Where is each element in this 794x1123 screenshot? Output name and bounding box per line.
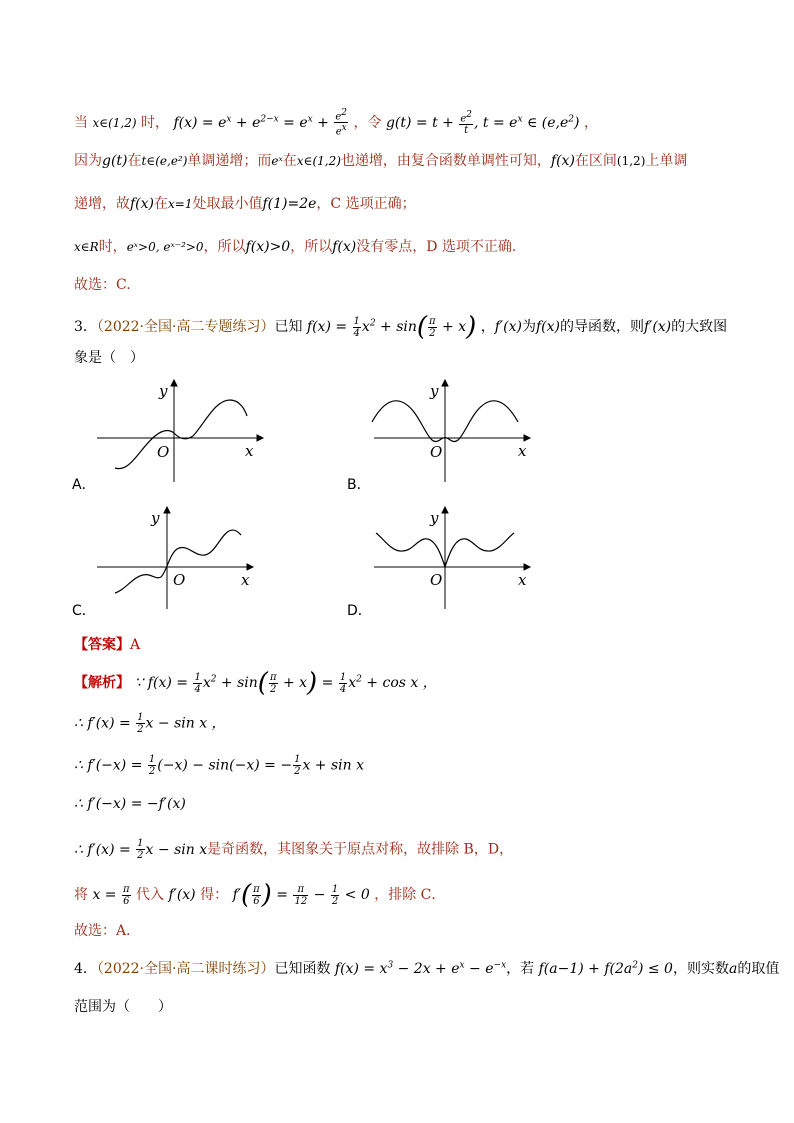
math: g(t) bbox=[102, 153, 128, 169]
text: ，所以 bbox=[203, 239, 246, 255]
text: 在 bbox=[127, 153, 142, 169]
solution-line-2 bbox=[74, 150, 687, 170]
text: 的取值 bbox=[737, 961, 780, 977]
x-label: x bbox=[241, 571, 250, 589]
math: x∈(1,2) bbox=[296, 154, 341, 168]
math: f(x) bbox=[550, 153, 575, 169]
answer-tag: 【答案】 bbox=[74, 637, 130, 653]
text: ，则实数 bbox=[672, 961, 729, 977]
text: 在 bbox=[282, 153, 297, 169]
question-number: 4． bbox=[74, 961, 97, 977]
math: x = $\frac{\pi}{6}$ bbox=[92, 883, 130, 907]
solution-line-3 bbox=[74, 193, 416, 213]
condition: x∈(1,2) bbox=[92, 115, 137, 130]
text: 已知函数 bbox=[274, 961, 331, 977]
question-source: （2022·全国·高二课时练习） bbox=[96, 961, 275, 977]
graph-b bbox=[372, 378, 542, 488]
math: (1,2) bbox=[616, 154, 646, 168]
gt-expression: g(t) = t + $\frac{e2}{t}$ , $t = e^x$ ∈ $(e,e^2)$ bbox=[385, 109, 584, 136]
origin-label: O bbox=[430, 443, 443, 461]
math: f′(x) bbox=[494, 319, 522, 335]
y-label: y bbox=[430, 382, 439, 400]
math: $f(a-1) + f(2a^2) \le 0$ bbox=[538, 960, 673, 977]
text: ，排除 C． bbox=[374, 887, 446, 903]
text: 在 bbox=[154, 196, 169, 212]
math: f′(x) bbox=[168, 887, 196, 903]
analysis-line-6 bbox=[74, 880, 445, 910]
origin-label: O bbox=[173, 571, 186, 589]
x-label: x bbox=[518, 442, 527, 460]
graph-a bbox=[95, 378, 265, 488]
question-4-line-1 bbox=[74, 958, 779, 978]
text: 为 bbox=[521, 319, 536, 335]
math: f(x) bbox=[535, 319, 560, 335]
math: eˣ bbox=[271, 154, 283, 168]
text: 上单调 bbox=[645, 153, 688, 169]
question-3-line-1 bbox=[74, 312, 727, 342]
option-b-label: B． bbox=[347, 477, 371, 493]
text: 的导函数，则 bbox=[559, 319, 644, 335]
text: 递增，故 bbox=[74, 196, 130, 212]
analysis-tag: 【解析】 bbox=[74, 675, 130, 691]
y-label: y bbox=[159, 382, 168, 400]
select-line-1: 故选：C. bbox=[74, 277, 131, 293]
text: 单调递增；而 bbox=[187, 153, 272, 169]
text: 时， bbox=[141, 114, 170, 131]
math: f′( $\frac{\pi}{6}$ ) = $\frac{\pi}{12}$ − $\frac{1}{2}$ < 0 bbox=[232, 880, 370, 910]
y-label: y bbox=[430, 509, 439, 527]
math: x=1 bbox=[168, 197, 193, 211]
origin-label: O bbox=[157, 443, 170, 461]
text: 没有零点，D 选项不正确. bbox=[356, 239, 517, 255]
math: f′(x) bbox=[643, 319, 672, 335]
analysis-line-4: ∴ f′(−x) = −f′(x) bbox=[74, 796, 186, 812]
text: ， bbox=[480, 319, 495, 335]
x-label: x bbox=[518, 571, 527, 589]
math: ∴ f′(x) = $\frac{1}{2}$ x − sin x bbox=[74, 838, 208, 861]
origin-label: O bbox=[430, 571, 443, 589]
text: 也递增，由复合函数单调性可知， bbox=[340, 153, 551, 169]
graph-c bbox=[95, 505, 265, 615]
math: x∈R bbox=[74, 240, 99, 254]
answer-value: A bbox=[130, 637, 141, 653]
option-a-label: A． bbox=[72, 477, 96, 493]
text: 是奇函数，其图象关于原点对称，故排除 B，D， bbox=[207, 841, 514, 858]
text: ，所以 bbox=[290, 239, 333, 255]
analysis-line-2: ∴ f′(x) = $\frac{1}{2}$ x − sin x ， bbox=[74, 712, 226, 735]
question-number: 3． bbox=[74, 319, 97, 335]
math: $f(x) = x^3 - 2x + e^x - e^{-x}$ bbox=[334, 960, 507, 977]
select-line-2: 故选：A． bbox=[74, 923, 141, 939]
text: 处取最小值 bbox=[192, 196, 263, 212]
text: ，C 选项正确； bbox=[316, 196, 416, 212]
solution-line-4 bbox=[74, 236, 516, 256]
math: f(x) bbox=[332, 239, 357, 255]
text: 将 bbox=[74, 887, 88, 903]
analysis-line-5 bbox=[74, 838, 513, 861]
math: t∈(e,e²) bbox=[141, 154, 188, 168]
text: 因为 bbox=[74, 153, 102, 169]
answer-line bbox=[74, 634, 140, 654]
text: 在区间 bbox=[574, 153, 617, 169]
question-source: （2022·全国·高二专题练习） bbox=[96, 319, 275, 335]
math: f(x) bbox=[130, 196, 155, 212]
text: ，令 bbox=[353, 114, 382, 131]
analysis-line-1 bbox=[74, 668, 437, 698]
option-d-label: D． bbox=[347, 603, 372, 619]
math: ∵ f(x) = $\frac{1}{4}$ $x^2 + \sin$( $\frac{\pi}{2}$ + x) = $\frac{1}{4}$ $x^2 + \cos x$ ， bbox=[134, 668, 437, 698]
text: ， bbox=[583, 114, 598, 131]
y-label: y bbox=[151, 509, 160, 527]
math: a bbox=[728, 961, 738, 977]
f-definition: f(x) = $\frac{1}{4}$ $x^2 + \sin$( $\frac{\pi}{2}$ + x) bbox=[306, 312, 477, 342]
text: 的大致图 bbox=[671, 319, 728, 335]
option-c-label: C． bbox=[72, 603, 96, 619]
math: eˣ>0, eˣ⁻²>0 bbox=[126, 240, 204, 254]
text: 得： bbox=[200, 887, 229, 903]
fx-expression: $f(x) = e^x + e^{2-x} = e^x$ + $\frac{e2}{ex}$ bbox=[173, 108, 348, 138]
question-4-line-2: 范围为（ ） bbox=[74, 999, 172, 1015]
question-3-line-2: 象是（ ） bbox=[74, 350, 144, 366]
text: 时， bbox=[98, 239, 127, 255]
graph-d bbox=[372, 505, 542, 615]
math: f(x)>0 bbox=[245, 239, 291, 255]
text: 已知 bbox=[274, 319, 303, 335]
math: f(1)=2e bbox=[262, 196, 317, 212]
analysis-line-3: ∴ f′(−x) = $\frac{1}{2}$ (−x) − sin(−x) = − $\frac{1}{2}$ x + sin x bbox=[74, 754, 364, 777]
text: 当 bbox=[74, 114, 88, 131]
text: ，若 bbox=[506, 961, 535, 977]
x-label: x bbox=[245, 442, 254, 460]
curve bbox=[115, 400, 247, 469]
solution-line-1 bbox=[74, 108, 598, 138]
text: 代入 bbox=[136, 887, 165, 903]
